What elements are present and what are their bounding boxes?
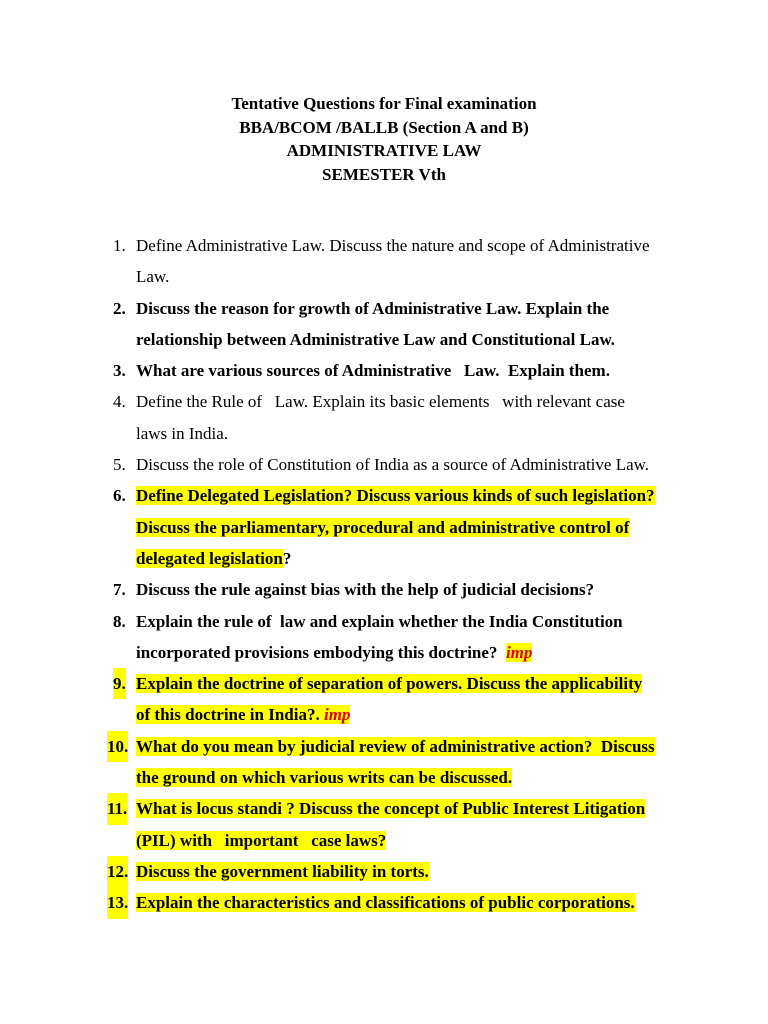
question-line-wrap — [136, 512, 683, 543]
highlighted-text: What do you mean by judicial review of administrative action? Discuss — [136, 736, 655, 756]
question-8 — [113, 606, 683, 669]
question-number: 12. — [107, 856, 128, 887]
question-text: incorporated provisions embodying this doctrine? — [136, 642, 506, 662]
question-2 — [113, 293, 683, 356]
question-line-wrap — [136, 637, 683, 668]
question-number: 1. — [113, 236, 126, 255]
question-line-wrap — [136, 699, 683, 730]
question-number: 7. — [113, 580, 126, 600]
question-4 — [113, 386, 683, 449]
question-text-line: Law. — [136, 267, 170, 287]
question-number: 8. — [113, 611, 126, 631]
question-text-line: Discuss the role of Constitution of India as a source of Administrative Law. — [136, 455, 650, 475]
question-text-line: relationship between Administrative Law and Constitutional Law. — [136, 329, 616, 349]
question-line-wrap — [136, 731, 683, 762]
highlighted-text: (PIL) with important case laws? — [136, 830, 387, 850]
question-number: 9. — [113, 668, 126, 699]
document-header — [0, 92, 768, 186]
question-line-wrap — [136, 887, 683, 918]
question-text-line: Discuss the reason for growth of Administrative Law. Explain the — [136, 298, 610, 318]
question-number: 2. — [113, 298, 126, 318]
question-line-wrap — [136, 668, 683, 699]
highlighted-text: Explain the doctrine of separation of powers. Discuss the applicability — [136, 674, 643, 694]
question-5 — [113, 449, 683, 480]
header-title: Tentative Questions for Final examination — [231, 94, 537, 113]
highlighted-text: of this doctrine in India?. — [136, 705, 324, 725]
question-text-line: What are various sources of Administrative Law. Explain them. — [136, 361, 610, 381]
highlighted-text: Explain the characteristics and classifications of public corporations. — [136, 893, 635, 913]
highlighted-text: Discuss the government liability in torts. — [136, 861, 429, 881]
highlighted-text: What is locus standi ? Discuss the concept of Public Interest Litigation — [136, 799, 646, 819]
highlighted-text: Discuss the parliamentary, procedural and administrative control of — [136, 517, 630, 537]
header-programs: BBA/BCOM /BALLB (Section A and B) — [239, 117, 529, 137]
question-number: 6. — [113, 486, 126, 506]
question-number: 3. — [113, 361, 126, 381]
question-number: 4. — [113, 392, 126, 412]
question-number: 5. — [113, 455, 126, 475]
question-text-line: Discuss the rule against bias with the help of judicial decisions? — [136, 580, 595, 600]
question-line-wrap — [136, 480, 683, 511]
question-tail: ? — [282, 548, 292, 568]
question-9 — [113, 668, 683, 731]
question-line-wrap — [136, 856, 683, 887]
question-number: 10. — [107, 731, 128, 762]
question-3 — [113, 355, 683, 386]
question-1 — [113, 230, 683, 293]
question-7 — [113, 574, 683, 605]
question-number: 13. — [107, 887, 128, 918]
question-line-wrap — [136, 825, 683, 856]
header-subject: ADMINISTRATIVE LAW — [286, 141, 482, 160]
question-text-line: Define the Rule of Law. Explain its basic elements with relevant case — [136, 392, 625, 412]
question-11 — [107, 793, 683, 856]
highlighted-text: the ground on which various writs can be discussed. — [136, 768, 513, 788]
question-6 — [113, 480, 683, 574]
question-13 — [107, 887, 683, 918]
highlighted-text: delegated legislation — [136, 548, 283, 568]
question-12 — [107, 856, 683, 887]
imp-tag: imp — [323, 705, 351, 725]
question-text-line: Define Administrative Law. Discuss the nature and scope of Administrative — [136, 236, 650, 255]
question-text-line: Explain the rule of law and explain whether the India Constitution — [136, 611, 623, 631]
imp-tag: imp — [505, 642, 533, 662]
question-list — [107, 230, 683, 919]
question-number: 11. — [107, 793, 127, 824]
highlighted-text: Define Delegated Legislation? Discuss various kinds of such legislation? — [136, 486, 655, 506]
question-line-wrap — [136, 793, 683, 824]
question-10 — [107, 731, 683, 794]
question-line-wrap — [136, 762, 683, 793]
header-semester: SEMESTER Vth — [322, 164, 446, 184]
question-text-line: laws in India. — [136, 423, 229, 443]
question-line-wrap — [136, 543, 683, 574]
